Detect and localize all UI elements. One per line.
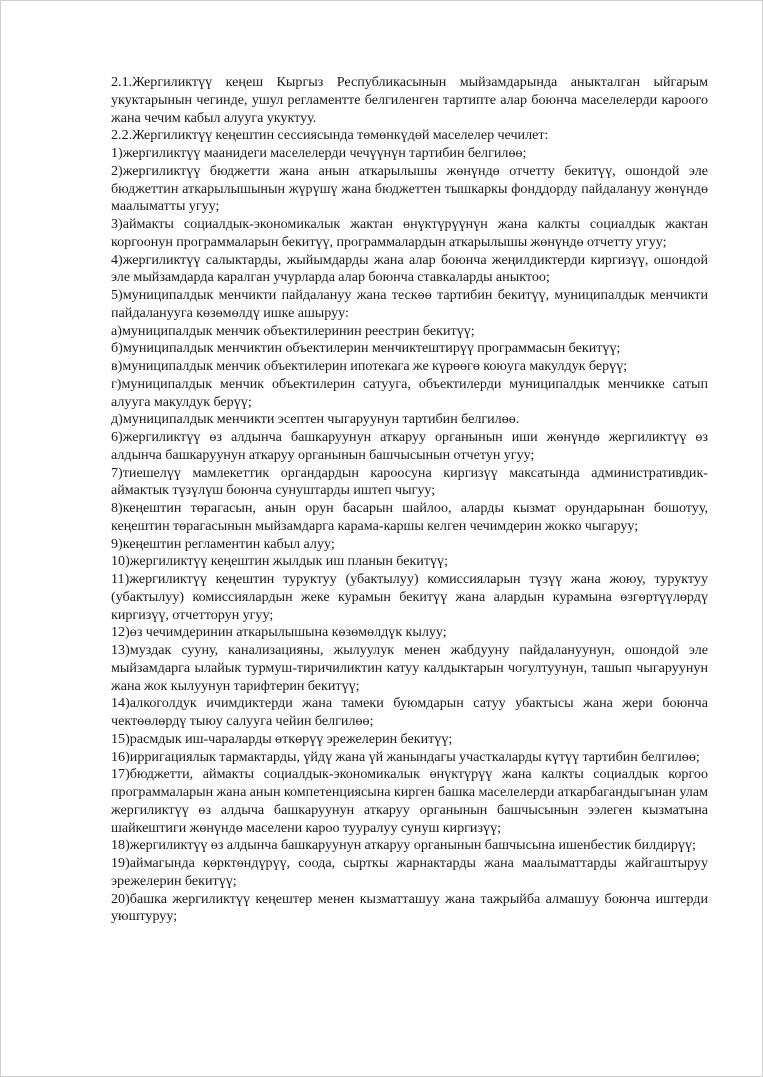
list-item-7: 7)тиешелүү мамлекеттик органдардын кароосуна киргизүү максатында административдик-аймактык түзүлүш боюнча сунуштарды иштеп чыгуу; bbox=[111, 464, 708, 499]
list-item-12: 12)өз чечимдеринин аткарылышына көзөмөлдүк кылуу; bbox=[111, 624, 447, 641]
list-item-2: 2)жергиликтүү бюджетти жана анын аткарылышы жөнүндө отчетту бекитүү, ошондой эле бюджеттин аткарылышынын жүрүшү жана бюджеттен тышкаркы фонддорду пайдалануу жөнүндө маалыматты угуу; bbox=[111, 162, 708, 215]
sub-item-a: а)муниципалдык менчик объектилеринин реестрин бекитүү; bbox=[111, 322, 475, 339]
list-item-19: 19)аймагында көрктөндүрүү, соода, сырткы жарнактарды жана маалыматтарды жайгаштыруу эрежелерин бекитүү; bbox=[111, 855, 708, 889]
list-item-17: 17)бюджетти, аймакты социалдык-экономикалык өнүктүрүү жана калкты социалдык коргоо программаларын жана анын компетенциясына кирген башка маселелерди аткарбагандыгынан улам жергиликтүү өз алдыча башкаруунун аткаруу органынын башчысынын ээлеген кызматына шайкештиги жөнүндө маселени кароо тууралуу сунуш киргизүү; bbox=[111, 766, 708, 836]
paragraph-2-1: 2.1.Жергиликтүү кеңеш Кыргыз Республикасынын мыйзамдарында аныкталган ыйгарым укуктарынын чегинде, ушул регламентте белгиленген тартипте алар боюнча маселелерди кароого жана чечим кабыл алууга укуктуу. bbox=[111, 74, 708, 126]
list-item-20: 20)башка жергиликтүү кеңештер менен кызматташуу жана тажрыйба алмашуу боюнча иштерди уюштуруу; bbox=[111, 890, 708, 925]
paragraph-2-2: 2.2.Жергиликтүү кеңештин сессиясында төмөнкүдөй маселелер чечилет: bbox=[111, 127, 549, 144]
sub-item-v: в)муниципалдык менчик объектилерин ипотекага же күрөөгө коюуга макулдук берүү; bbox=[111, 358, 628, 374]
list-item-8: 8)кеңештин төрагасын, анын орун басарын шайлоо, аларды кызмат орундарынан бошотуу, кеңештин төрагасынын мыйзамдарга карама-каршы келген чечимдерин жокко чыгаруу; bbox=[111, 500, 708, 534]
sub-item-g: г)муниципалдык менчик объектилерин сатууга, объектилерди муниципалдык менчикке сатып алууга макулдук берүү; bbox=[111, 375, 708, 410]
list-item-3: 3)аймакты социалдык-экономикалык жактан өнүктүрүүнүн жана калкты социалдык жактан коргоонун программаларын бекитүү, программалардын аткарылышы жөнүндө отчетту угуу; bbox=[111, 216, 708, 250]
list-item-9: 9)кеңештин регламентин кабыл алуу; bbox=[111, 535, 335, 552]
list-item-10: 10)жергиликтүү кеңештин жылдык иш планын бекитүү; bbox=[111, 553, 449, 570]
list-item-13: 13)муздак сууну, канализацияны, жылуулук менен жабдууну пайдалануунун, ошондой эле мыйзамдарга ылайык турмуш-тиричиликтин катуу калдыктарын чогултуунун, ташып чыгаруунун жана жок кылуунун тарифтерин бекитүү; bbox=[111, 642, 708, 694]
list-item-1: 1)жергиликтүү маанидеги маселелерди чечүүнүн тартибин белгилөө; bbox=[111, 145, 527, 161]
list-item-16: 16)ирригациялык тармактарды, үйдү жана үй жанындагы участкаларды күтүү тартибин белгилөө; bbox=[111, 748, 700, 765]
sub-item-d: д)муниципалдык менчикти эсептен чыгаруунун тартибин белгилөө. bbox=[111, 411, 520, 428]
list-item-5: 5)муниципалдык менчикти пайдалануу жана тескөө тартибин бекитүү, муниципалдык менчикти пайдаланууга көзөмөлдү ишке ашыруу: bbox=[111, 287, 708, 321]
list-item-15: 15)расмдык иш-чараларды өткөрүү эрежелерин бекитүү; bbox=[111, 730, 453, 747]
list-item-18: 18)жергиликтүү өз алдынча башкаруунун аткаруу органынын башчысына ишенбестик билдирүү; bbox=[111, 837, 696, 854]
list-item-6: 6)жергиликтүү өз алдынча башкаруунун аткаруу органынын иши жөнүндө жергиликтүү өз алдынча башкаруунун аткаруу органынын башчысынын отчетун угуу; bbox=[111, 429, 708, 463]
document-body bbox=[111, 74, 708, 926]
list-item-14: 14)алкоголдук ичимдиктерди жана тамеки буюмдарын сатуу убактысы жана жери боюнча чектөөлөрдү тыюу салууга чейин белгилөө; bbox=[111, 695, 708, 729]
sub-item-b: б)муниципалдык менчиктин объектилерин менчиктештирүү программасын бекитүү; bbox=[111, 340, 621, 357]
list-item-4: 4)жергиликтүү салыктарды, жыйымдарды жана алар боюнча жеңилдиктерди киргизүү, ошондой эле мыйзамдарда каралган учурларда алар боюнча ставкаларды аныктоо; bbox=[111, 251, 708, 286]
list-item-11: 11)жергиликтүү кеңештин туруктуу (убактылуу) комиссияларын түзүү жана жоюу, туруктуу (убактылуу) комиссиялардын жеке курамын бекитүү жана алардын курамына өзгөртүүлөрдү киргизүү, отчетторун угуу; bbox=[111, 571, 708, 623]
